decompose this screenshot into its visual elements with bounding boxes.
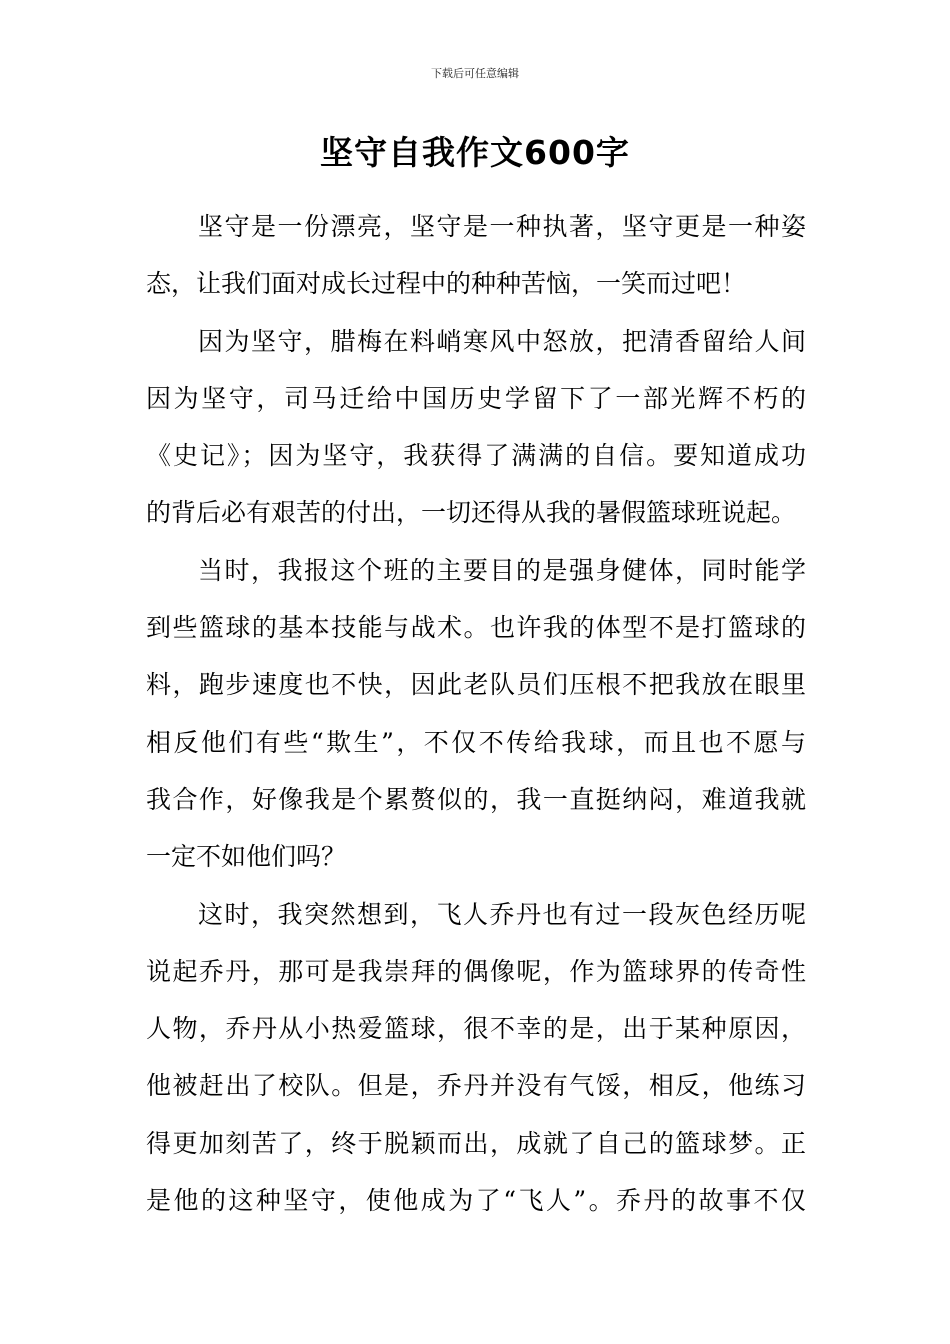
text-line: 我合作，好像我是个累赘似的，我一直挺纳闷，难道我就 — [146, 784, 806, 814]
text-line: 说起乔丹，那可是我崇拜的偶像呢，作为篮球界的传奇性 — [146, 956, 806, 986]
page-header-note: 下载后可任意编辑 — [431, 67, 519, 80]
text-line: 得更加刻苦了，终于脱颖而出，成就了自己的篮球梦。正 — [146, 1128, 806, 1158]
text-line: 他被赶出了校队。但是，乔丹并没有气馁，相反，他练习 — [146, 1071, 806, 1101]
text-line: 到些篮球的基本技能与战术。也许我的体型不是打篮球的 — [146, 613, 806, 643]
text-line: 因为坚守，司马迁给中国历史学留下了一部光辉不朽的 — [146, 383, 806, 413]
text-line: 当时，我报这个班的主要目的是强身健体，同时能学 — [198, 555, 806, 585]
document-title: 坚守自我作文600字 — [320, 133, 630, 172]
essay-body — [146, 198, 806, 1229]
text-line: 人物，乔丹从小热爱篮球，很不幸的是，出于某种原因， — [146, 1014, 806, 1044]
text-line: 相反他们有些“欺生”，不仅不传给我球，而且也不愿与 — [146, 727, 806, 757]
text-line: 是他的这种坚守，使他成为了“飞人”。乔丹的故事不仅 — [146, 1186, 806, 1216]
text-line: 态，让我们面对成长过程中的种种苦恼，一笑而过吧！ — [146, 269, 747, 299]
text-line: 坚守是一份漂亮，坚守是一种执著，坚守更是一种姿 — [198, 212, 806, 241]
text-line: 《史记》；因为坚守，我获得了满满的自信。要知道成功 — [146, 441, 806, 471]
text-line: 一定不如他们吗？ — [146, 842, 347, 872]
text-line: 因为坚守，腊梅在料峭寒风中怒放，把清香留给人间 — [198, 326, 806, 356]
text-line: 这时，我突然想到，飞人乔丹也有过一段灰色经历呢 — [198, 899, 806, 929]
text-line: 料，跑步速度也不快，因此老队员们压根不把我放在眼里 — [146, 670, 806, 700]
text-line: 的背后必有艰苦的付出，一切还得从我的暑假篮球班说起。 — [146, 498, 797, 528]
